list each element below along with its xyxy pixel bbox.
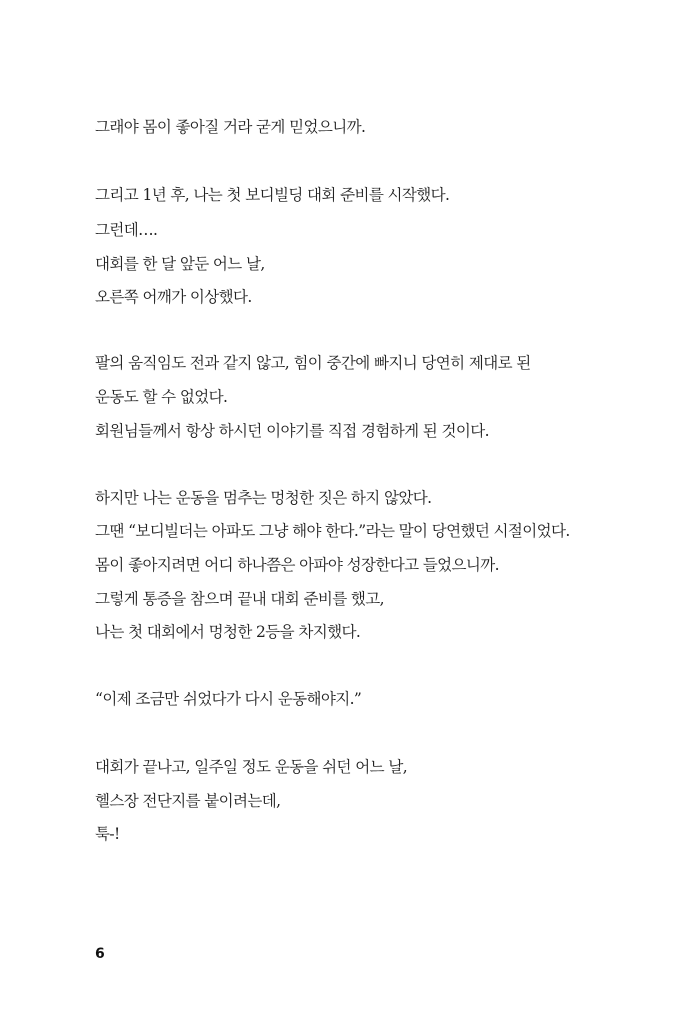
text-line: 오른쪽 어깨가 이상했다.: [95, 288, 252, 306]
text-line: 대회를 한 달 앞둔 어느 날,: [95, 255, 265, 273]
text-line: 팔의 움직임도 전과 같지 않고, 힘이 중간에 빠지니 당연히 제대로 된: [95, 354, 531, 372]
text-line: 그런데….: [95, 221, 158, 239]
text-line: 몸이 좋아지려면 어디 하나쯤은 아파야 성장한다고 들었으니까.: [95, 556, 499, 574]
text-line: 그땐 “보디빌더는 아파도 그냥 해야 한다.”라는 말이 당연했던 시절이었다.: [95, 522, 570, 540]
text-line: 회원님들께서 항상 하시던 이야기를 직접 경험하게 된 것이다.: [95, 422, 489, 440]
text-line: 그렇게 통증을 참으며 끝내 대회 준비를 했고,: [95, 590, 385, 608]
text-line: 헬스장 전단지를 붙이려는데,: [95, 792, 281, 810]
text-line: “이제 조금만 쉬었다가 다시 운동해야지.”: [95, 690, 362, 708]
text-line: 툭-!: [95, 825, 120, 843]
text-line: 하지만 나는 운동을 멈추는 멍청한 짓은 하지 않았다.: [95, 489, 432, 507]
text-line: 대회가 끝나고, 일주일 정도 운동을 쉬던 어느 날,: [95, 758, 408, 776]
text-line: 그리고 1년 후, 나는 첫 보디빌딩 대회 준비를 시작했다.: [95, 186, 450, 204]
page-number: 6: [95, 946, 105, 962]
text-line: 그래야 몸이 좋아질 거라 굳게 믿었으니까.: [95, 118, 366, 136]
text-line: 운동도 할 수 없었다.: [95, 388, 228, 406]
text-line: 나는 첫 대회에서 멍청한 2등을 차지했다.: [95, 623, 361, 641]
